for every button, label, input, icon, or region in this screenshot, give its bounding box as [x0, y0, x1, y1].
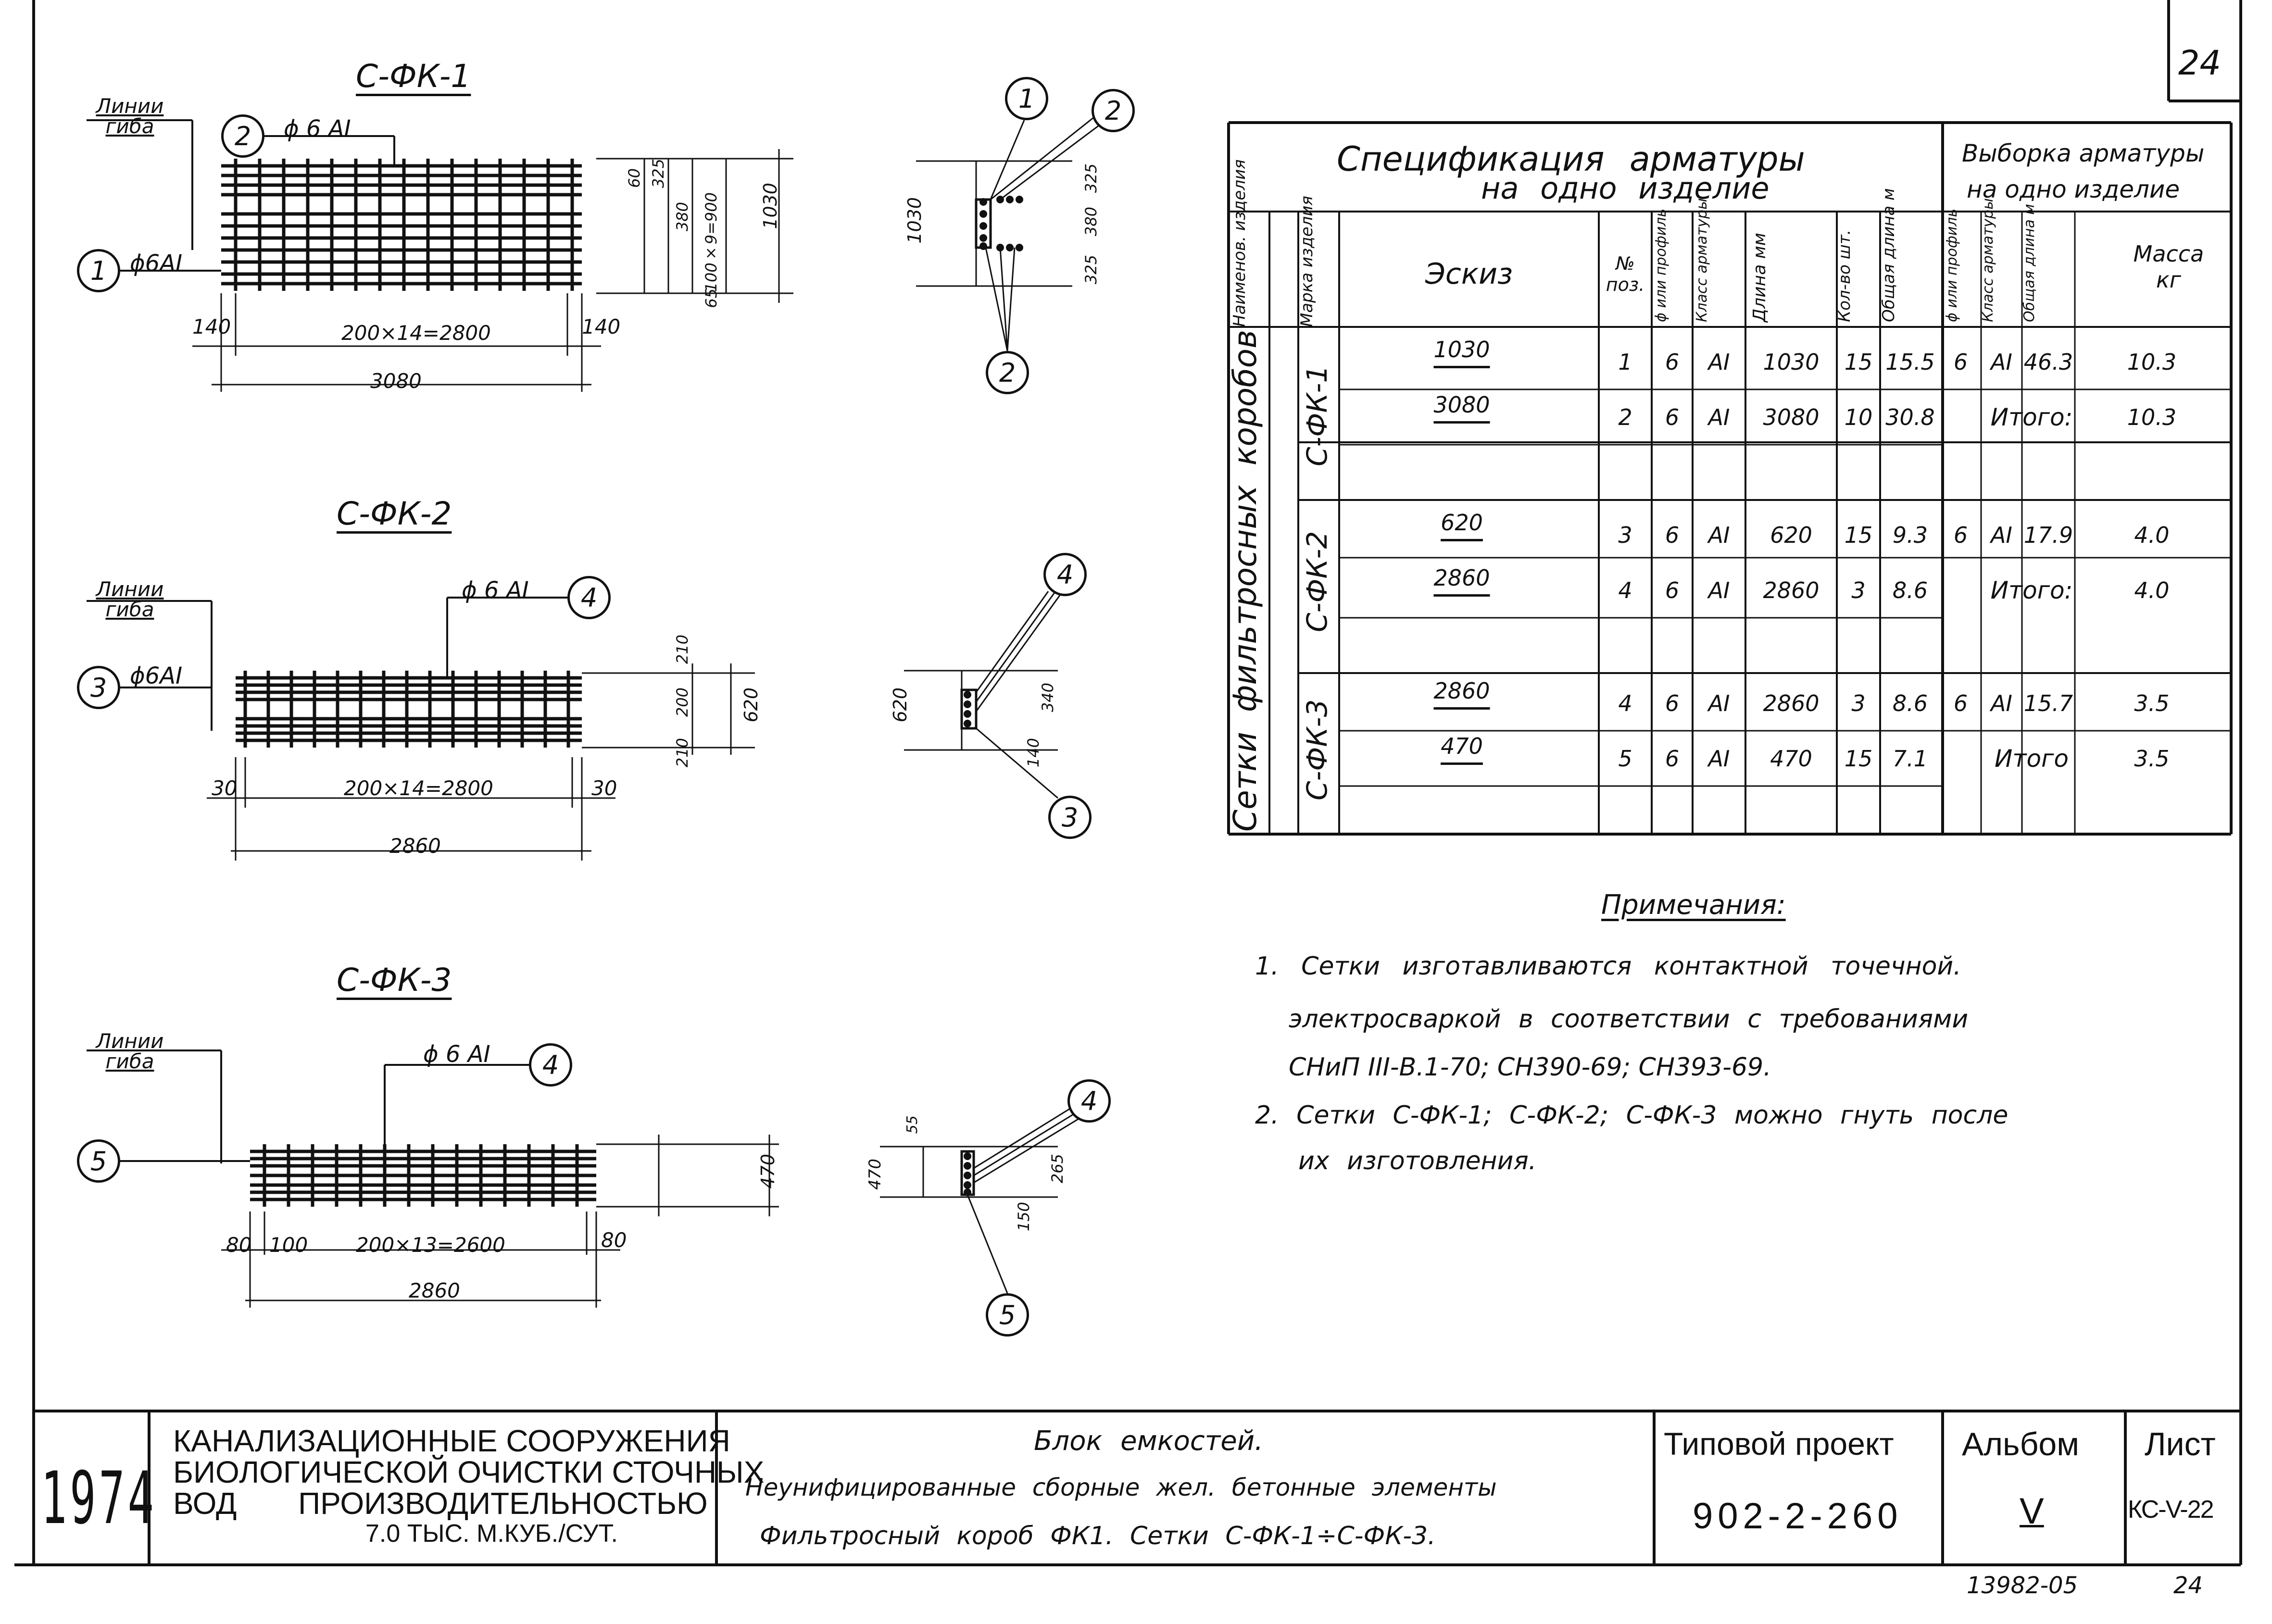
dim2-right-3: 210 — [673, 738, 691, 768]
spec-diam: 6 — [1665, 522, 1680, 548]
dim-right: 140 — [582, 315, 621, 338]
section3-dim-mid: 265 — [1048, 1154, 1067, 1184]
bar-label-top: ϕ 6 АI — [284, 115, 351, 142]
spec-title-1: Спецификация арматуры — [1337, 139, 1805, 179]
tb-project-no: 902-2-260 — [1693, 1496, 1903, 1537]
hdr-diam: ϕ или профиль — [1653, 208, 1669, 322]
spec-length: 1030 — [1763, 349, 1820, 375]
spec-mass: 3.5 — [2134, 690, 2170, 716]
spec-class: АI — [1708, 404, 1730, 430]
sheet-number: 24 — [2178, 43, 2222, 83]
tb-org-3: ВОД ПРОИЗВОДИТЕЛЬНОСТЬЮ — [173, 1486, 708, 1521]
hdr-pos: № поз. — [1606, 253, 1645, 295]
rebar-dot — [964, 720, 971, 727]
position-marker-1: 1 — [77, 249, 120, 292]
dim-height-3: 470 — [757, 1154, 778, 1189]
hdr-sketch: Эскиз — [1425, 257, 1513, 291]
spec-qty: 15 — [1844, 349, 1873, 375]
spec-mass: 10.3 — [2127, 404, 2177, 430]
spec-pos: 4 — [1618, 690, 1632, 716]
bend-line-label-2: Линии гиба — [96, 577, 164, 621]
section2-marker-4: 4 — [1043, 553, 1087, 596]
spec-class: АI — [1708, 522, 1730, 548]
spec-sketch-value: 470 — [1441, 733, 1483, 759]
note-line-4: 2. Сетки С-ФК-1; С-ФК-2; С-ФК-3 можно гнуть после — [1255, 1101, 2008, 1130]
sample-title-1: Выборка арматуры — [1962, 139, 2205, 167]
dim-span-2: 200×14=2800 — [344, 776, 493, 800]
section3-marker-5: 5 — [986, 1293, 1029, 1337]
section2-height: 620 — [890, 687, 911, 723]
tb-sheet-no: КС-V-22 — [2128, 1496, 2213, 1524]
tb-desc-2: Неунифицированные сборные жел. бетонные элементы — [745, 1474, 1497, 1501]
dim-right-1: 60 — [625, 168, 643, 188]
spec-s-class: АI — [1990, 349, 2013, 375]
section2-dim-mid: 340 — [1039, 683, 1057, 712]
dim-total: 3080 — [370, 369, 422, 393]
spec-s-diam: 6 — [1953, 349, 1968, 375]
hdr-mark: Марка изделия — [1297, 196, 1317, 327]
position-marker-2: 2 — [221, 114, 264, 158]
spec-itog: Итого: — [1990, 403, 2073, 431]
tb-org-2: БИОЛОГИЧЕСКОЙ ОЧИСТКИ СТОЧНЫХ — [173, 1455, 765, 1489]
drawing-title-sfk1: С-ФК-1 — [356, 58, 471, 95]
spec-diam: 6 — [1665, 690, 1680, 716]
tb-project-label: Типовой проект — [1664, 1426, 1894, 1462]
spec-total-length: 7.1 — [1892, 745, 1928, 772]
tb-sheet-label: Лист — [2145, 1426, 2216, 1462]
rebar-dot — [979, 234, 987, 242]
hdr-cls: Класс арматуры — [1694, 198, 1710, 322]
tb-desc-1: Блок емкостей. — [1034, 1425, 1263, 1457]
bend-line-label-3: Линии гиба — [96, 1029, 164, 1073]
spec-length: 620 — [1770, 522, 1812, 548]
spec-total-length: 9.3 — [1892, 522, 1928, 548]
spec-length: 2860 — [1763, 577, 1820, 603]
tb-org-4: 7.0 ТЫС. М.КУБ./СУТ. — [365, 1520, 618, 1548]
dim-left: 140 — [192, 315, 231, 338]
spec-s-total: 46.3 — [2023, 349, 2073, 375]
rebar-dot — [964, 1181, 971, 1189]
spec-diam: 6 — [1665, 349, 1680, 375]
tb-album-label: Альбом — [1962, 1426, 2079, 1462]
spec-s-diam: 6 — [1953, 690, 1968, 716]
section2-dim-bottom: 140 — [1024, 738, 1042, 768]
spec-mark-2: С-ФК-2 — [1301, 531, 1333, 633]
dim-right-3b: 80 — [601, 1228, 627, 1252]
dim-left-2: 30 — [212, 776, 238, 800]
dim-right-2: 325 — [649, 159, 667, 188]
spec-length: 3080 — [1763, 404, 1820, 430]
spec-class: АI — [1708, 349, 1730, 375]
rebar-dot — [979, 210, 987, 218]
spec-qty: 3 — [1851, 577, 1866, 603]
spec-s-class: АI — [1990, 690, 2013, 716]
sample-title-2: на одно изделие — [1967, 175, 2180, 203]
dim-right-3: 380 — [673, 202, 691, 232]
section3-dim-bottom: 150 — [1015, 1202, 1033, 1232]
position-marker-4: 4 — [567, 576, 611, 619]
dim-total-2: 2860 — [389, 834, 441, 858]
hdr-s-diam: ϕ или профиль — [1944, 208, 1960, 322]
section1-marker-1: 1 — [1005, 77, 1048, 120]
bar-label-top-3: ϕ 6 АI — [423, 1041, 490, 1068]
spec-mass: 4.0 — [2134, 522, 2170, 548]
rebar-dot — [1016, 196, 1023, 203]
rebar-dot — [964, 691, 971, 699]
spec-itog: Итого — [1995, 744, 2069, 773]
spec-s-total: 17.9 — [2023, 522, 2073, 548]
spec-class: АI — [1708, 690, 1730, 716]
spec-qty: 15 — [1844, 745, 1873, 772]
footer-code: 13982-05 — [1967, 1572, 2078, 1599]
section1-height: 1030 — [904, 197, 925, 244]
hdr-s-total: Общая длина м — [2021, 204, 2038, 322]
dim-height-2: 620 — [741, 687, 762, 723]
dim-right-4: 100×9=900 — [702, 192, 720, 292]
hdr-len: Длина мм — [1750, 233, 1770, 322]
spec-pos: 4 — [1618, 577, 1632, 603]
dim-left-3: 80 — [226, 1233, 252, 1257]
spec-mark-3: С-ФК-3 — [1301, 699, 1333, 801]
section1-dim-mid: 380 — [1082, 207, 1100, 237]
footer-page: 24 — [2173, 1572, 2203, 1599]
hdr-mass: Масса кг — [2133, 241, 2204, 293]
position-marker-4b: 4 — [529, 1043, 572, 1087]
dim2-right-2: 200 — [673, 687, 691, 717]
position-marker-3: 3 — [77, 666, 120, 709]
section1-marker-2: 2 — [1092, 89, 1135, 132]
rebar-dot — [964, 1152, 971, 1160]
spec-pos: 5 — [1618, 745, 1632, 772]
hdr-name: Наименов. изделия — [1230, 159, 1249, 327]
section1-dim-top: 325 — [1082, 163, 1100, 193]
rebar-dot — [964, 1172, 971, 1179]
spec-diam: 6 — [1665, 577, 1680, 603]
note-line-5: их изготовления. — [1298, 1147, 1537, 1175]
spec-s-diam: 6 — [1953, 522, 1968, 548]
spec-title-2: на одно изделие — [1481, 171, 1770, 206]
tb-org-1: КАНАЛИЗАЦИОННЫЕ СООРУЖЕНИЯ — [173, 1424, 730, 1458]
spec-length: 470 — [1770, 745, 1812, 772]
hdr-total: Общая длина м — [1879, 188, 1898, 322]
rebar-dot — [964, 700, 971, 708]
spec-diam: 6 — [1665, 745, 1680, 772]
spec-pos: 1 — [1618, 349, 1632, 375]
spec-total-length: 8.6 — [1892, 577, 1928, 603]
spec-sketch-value: 2860 — [1433, 565, 1490, 591]
spec-sketch-value: 2860 — [1433, 678, 1490, 704]
rebar-dot — [964, 710, 971, 718]
bend-line-label: Линии гиба — [96, 94, 164, 138]
rebar-dot — [979, 198, 987, 206]
dim-height: 1030 — [760, 183, 781, 229]
hdr-qty: Кол-во шт. — [1835, 229, 1854, 322]
position-marker-5: 5 — [77, 1139, 120, 1183]
spec-pos: 3 — [1618, 522, 1632, 548]
spec-group-name: Сетки фильтросных коробов — [1227, 329, 1264, 832]
bar-label-left: ϕ6АI — [130, 250, 183, 277]
spec-mark-1: С-ФК-1 — [1301, 365, 1333, 467]
rebar-dot — [964, 1162, 971, 1170]
spec-mass: 10.3 — [2127, 349, 2177, 375]
drawing-title-sfk3: С-ФК-3 — [337, 962, 452, 999]
spec-class: АI — [1708, 577, 1730, 603]
note-line-1: 1. Сетки изготавливаются контактной точечной. — [1255, 952, 1961, 981]
drawing-title-sfk2: С-ФК-2 — [337, 495, 452, 532]
spec-length: 2860 — [1763, 690, 1820, 716]
dim2-right-1: 210 — [673, 635, 691, 664]
spec-qty: 3 — [1851, 690, 1866, 716]
tb-year: 1974 — [41, 1457, 157, 1540]
rebar-dot — [1006, 196, 1014, 203]
spec-total-length: 15.5 — [1885, 349, 1935, 375]
tb-desc-3: Фильтросный короб ФК1. Сетки С-ФК-1÷С-ФК-3. — [760, 1522, 1436, 1550]
section3-marker-4: 4 — [1067, 1079, 1111, 1123]
section3-height: 470 — [866, 1159, 885, 1190]
spec-qty: 15 — [1844, 522, 1873, 548]
dim-left2-3: 100 — [269, 1233, 308, 1257]
spec-sketch-value: 1030 — [1433, 337, 1490, 362]
section1-dim-bottom: 325 — [1082, 255, 1100, 285]
spec-itog: Итого: — [1990, 576, 2073, 604]
rebar-dot — [1016, 244, 1023, 251]
note-line-2: электросваркой в соответствии с требованиями — [1289, 1005, 1969, 1034]
tb-album-no: V — [2020, 1491, 2044, 1532]
spec-sketch-value: 3080 — [1433, 392, 1490, 418]
spec-s-total: 15.7 — [2023, 690, 2073, 716]
note-line-3: СНиП III-В.1-70; СН390-69; СН393-69. — [1289, 1053, 1771, 1082]
spec-class: АI — [1708, 745, 1730, 772]
spec-mass: 4.0 — [2134, 577, 2170, 603]
dim-span-3: 200×13=2600 — [356, 1233, 505, 1257]
spec-mass: 3.5 — [2134, 745, 2170, 772]
spec-pos: 2 — [1618, 404, 1632, 430]
spec-qty: 10 — [1844, 404, 1873, 430]
dim-right-2b: 30 — [591, 776, 617, 800]
bar-label-left-2: ϕ6АI — [130, 662, 183, 689]
spec-s-class: АI — [1990, 522, 2013, 548]
rebar-dot — [979, 222, 987, 230]
dim-right-5: 65 — [702, 288, 720, 308]
spec-sketch-value: 620 — [1441, 510, 1483, 536]
notes-title: Примечания: — [1601, 889, 1786, 921]
dim-total-3: 2860 — [409, 1279, 460, 1302]
dim-span: 200×14=2800 — [341, 321, 491, 345]
spec-total-length: 8.6 — [1892, 690, 1928, 716]
section2-marker-3: 3 — [1048, 796, 1092, 839]
spec-total-length: 30.8 — [1885, 404, 1935, 430]
bar-label-top-2: ϕ 6 АI — [462, 577, 529, 604]
section1-marker-3: 2 — [986, 351, 1029, 394]
hdr-s-cls: Класс арматуры — [1980, 198, 1996, 322]
rebar-dot — [1006, 244, 1014, 251]
section3-dim-top: 55 — [904, 1115, 921, 1134]
spec-diam: 6 — [1665, 404, 1680, 430]
